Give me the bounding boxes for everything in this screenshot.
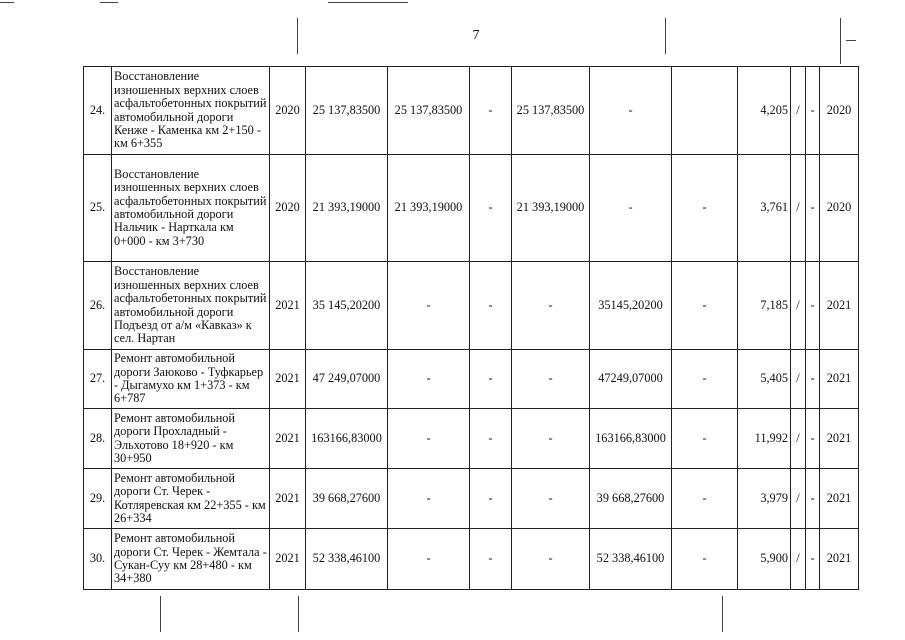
- cost-federal: -: [512, 529, 590, 590]
- cost-2020: -: [388, 409, 470, 469]
- scan-mark: [100, 2, 118, 3]
- mark: /: [791, 350, 806, 409]
- end-year: 2020: [820, 155, 859, 262]
- length-km: 4,205: [738, 67, 791, 155]
- cost-federal: -: [512, 409, 590, 469]
- start-year: 2021: [270, 350, 306, 409]
- object-name: Восстановление изношенных верхних слоев асфальтобетонных покрытий автомобильной дороги Подъезд от а/м «Кавказ» к сел. Нартан: [112, 262, 270, 350]
- col-blank: -: [672, 469, 738, 529]
- col-blank: -: [672, 529, 738, 590]
- end-year: 2021: [820, 262, 859, 350]
- row-number: 29.: [84, 469, 112, 529]
- col-blank: -: [672, 350, 738, 409]
- cost-federal: -: [512, 262, 590, 350]
- cost-2021: 35145,20200: [590, 262, 672, 350]
- col-blank: -: [672, 262, 738, 350]
- row-number: 25.: [84, 155, 112, 262]
- cost-federal: -: [512, 350, 590, 409]
- col-blank: [672, 67, 738, 155]
- cost-2020: 21 393,19000: [388, 155, 470, 262]
- mark-dash: -: [806, 350, 820, 409]
- table-row: [84, 529, 859, 590]
- end-year: 2021: [820, 409, 859, 469]
- length-km: 7,185: [738, 262, 791, 350]
- scan-mark: [722, 596, 723, 632]
- start-year: 2021: [270, 409, 306, 469]
- cost-2021: -: [590, 155, 672, 262]
- length-km: 3,979: [738, 469, 791, 529]
- object-name: Восстановление изношенных верхних слоев асфальтобетонных покрытий автомобильной дороги Нальчик - Нарткала км 0+000 - км 3+730: [112, 155, 270, 262]
- cost-total: 47 249,07000: [306, 350, 388, 409]
- col-dash: -: [470, 469, 512, 529]
- cost-total: 35 145,20200: [306, 262, 388, 350]
- cost-2021: 39 668,27600: [590, 469, 672, 529]
- cost-2020: -: [388, 262, 470, 350]
- start-year: 2020: [270, 67, 306, 155]
- end-year: 2021: [820, 529, 859, 590]
- col-dash: -: [470, 67, 512, 155]
- table-row: [84, 67, 859, 155]
- cost-2021: -: [590, 67, 672, 155]
- scan-mark: [298, 596, 299, 632]
- mark-dash: -: [806, 529, 820, 590]
- cost-2020: -: [388, 469, 470, 529]
- scan-mark: [297, 18, 298, 54]
- end-year: 2021: [820, 469, 859, 529]
- length-km: 11,992: [738, 409, 791, 469]
- table-row: [84, 350, 859, 409]
- page-number: 7: [472, 28, 480, 43]
- object-name: Ремонт автомобильной дороги Прохладный - Эльхотово 18+920 - км 30+950: [112, 409, 270, 469]
- length-km: 5,405: [738, 350, 791, 409]
- table-row: [84, 469, 859, 529]
- row-number: 30.: [84, 529, 112, 590]
- scan-mark: [328, 2, 408, 3]
- road-works-table: [83, 66, 859, 590]
- object-name: Ремонт автомобильной дороги Ст. Черек - Котляревская км 22+355 - км 26+334: [112, 469, 270, 529]
- scan-mark: [0, 2, 14, 3]
- mark: /: [791, 529, 806, 590]
- end-year: 2020: [820, 67, 859, 155]
- scan-mark: [840, 18, 841, 64]
- cost-2020: 25 137,83500: [388, 67, 470, 155]
- mark: /: [791, 469, 806, 529]
- cost-2021: 163166,83000: [590, 409, 672, 469]
- cost-total: 52 338,46100: [306, 529, 388, 590]
- cost-federal: 21 393,19000: [512, 155, 590, 262]
- start-year: 2021: [270, 262, 306, 350]
- col-dash: -: [470, 155, 512, 262]
- cost-federal: -: [512, 469, 590, 529]
- cost-2020: -: [388, 529, 470, 590]
- col-dash: -: [470, 350, 512, 409]
- cost-federal: 25 137,83500: [512, 67, 590, 155]
- mark-dash: -: [806, 262, 820, 350]
- start-year: 2021: [270, 469, 306, 529]
- mark-dash: -: [806, 409, 820, 469]
- mark: /: [791, 155, 806, 262]
- object-name: Ремонт автомобильной дороги Заюково - Туфкарьер - Дыгамухо км 1+373 - км 6+787: [112, 350, 270, 409]
- table-row: [84, 409, 859, 469]
- col-dash: -: [470, 409, 512, 469]
- cost-total: 25 137,83500: [306, 67, 388, 155]
- table-row: [84, 155, 859, 262]
- cost-total: 21 393,19000: [306, 155, 388, 262]
- col-dash: -: [470, 529, 512, 590]
- cost-total: 39 668,27600: [306, 469, 388, 529]
- object-name: Восстановление изношенных верхних слоев асфальтобетонных покрытий автомобильной дороги Кенже - Каменка км 2+150 - км 6+355: [112, 67, 270, 155]
- end-year: 2021: [820, 350, 859, 409]
- mark: /: [791, 409, 806, 469]
- mark-dash: -: [806, 67, 820, 155]
- length-km: 3,761: [738, 155, 791, 262]
- col-blank: -: [672, 155, 738, 262]
- cost-2020: -: [388, 350, 470, 409]
- row-number: 26.: [84, 262, 112, 350]
- cost-total: 163166,83000: [306, 409, 388, 469]
- col-dash: -: [470, 262, 512, 350]
- length-km: 5,900: [738, 529, 791, 590]
- scan-mark: [846, 40, 856, 41]
- scan-mark: [160, 596, 161, 632]
- mark-dash: -: [806, 155, 820, 262]
- mark: /: [791, 67, 806, 155]
- mark: /: [791, 262, 806, 350]
- table-row: [84, 262, 859, 350]
- row-number: 27.: [84, 350, 112, 409]
- scan-mark: [665, 18, 666, 54]
- col-blank: -: [672, 409, 738, 469]
- row-number: 24.: [84, 67, 112, 155]
- row-number: 28.: [84, 409, 112, 469]
- mark-dash: -: [806, 469, 820, 529]
- start-year: 2021: [270, 529, 306, 590]
- start-year: 2020: [270, 155, 306, 262]
- cost-2021: 52 338,46100: [590, 529, 672, 590]
- object-name: Ремонт автомобильной дороги Ст. Черек - Жемтала - Сукан-Суу км 28+480 - км 34+380: [112, 529, 270, 590]
- cost-2021: 47249,07000: [590, 350, 672, 409]
